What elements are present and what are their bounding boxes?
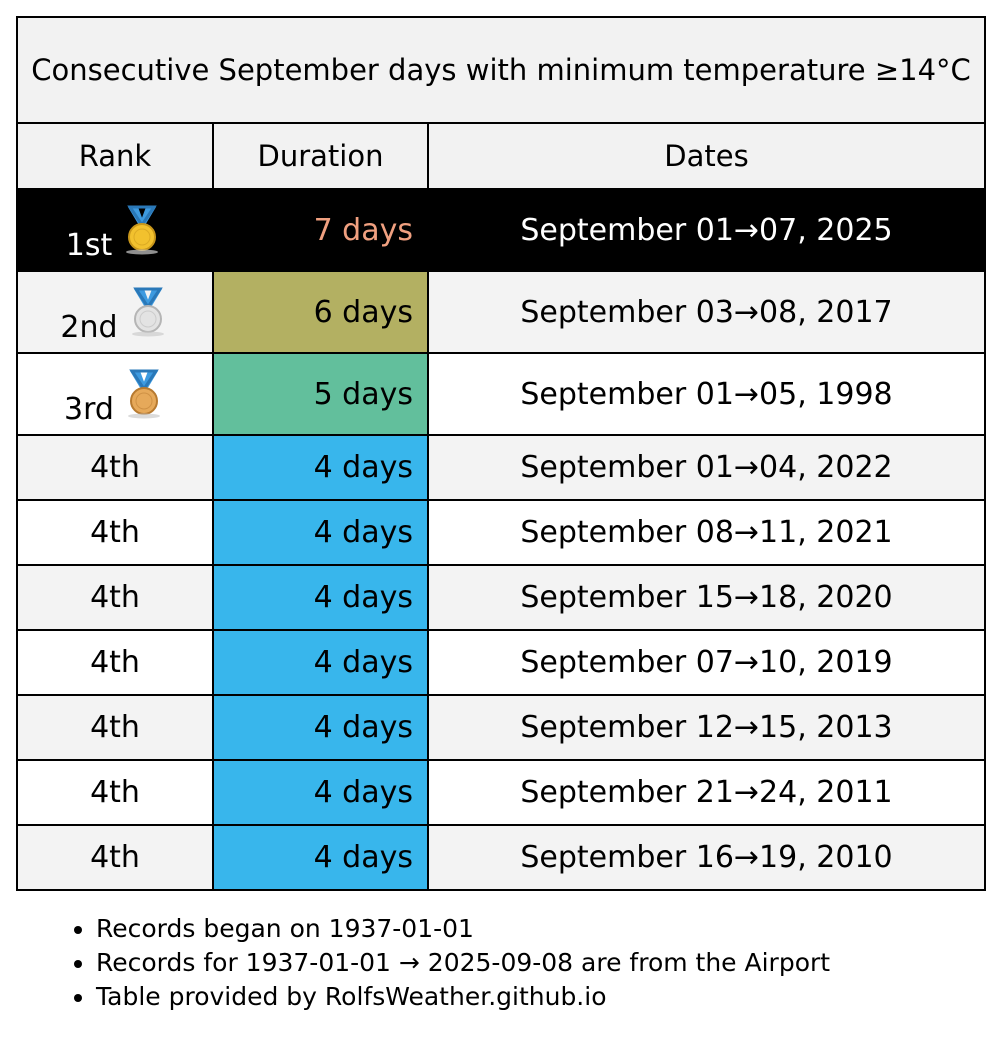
rank-cell <box>17 353 213 435</box>
duration-cell: 4 days <box>213 695 428 760</box>
header-rank: Rank <box>17 123 213 189</box>
rank-cell <box>17 630 213 695</box>
rank-cell <box>17 189 213 271</box>
rank-cell <box>17 500 213 565</box>
silver-medal-icon <box>126 287 170 337</box>
dates-cell: September 15→18, 2020 <box>428 565 985 630</box>
table-row <box>17 271 985 353</box>
rank-label: 4th <box>90 645 140 680</box>
duration-cell: 4 days <box>213 565 428 630</box>
rank-label: 3rd <box>64 392 114 427</box>
record-table <box>16 16 986 891</box>
rank-label: 4th <box>90 710 140 745</box>
rank-cell <box>17 565 213 630</box>
header-duration: Duration <box>213 123 428 189</box>
table-row <box>17 760 985 825</box>
rank-label: 4th <box>90 580 140 615</box>
rank-cell <box>17 760 213 825</box>
dates-cell: September 12→15, 2013 <box>428 695 985 760</box>
rank-label: 4th <box>90 450 140 485</box>
table-row <box>17 825 985 890</box>
rank-label: 4th <box>90 840 140 875</box>
duration-cell: 6 days <box>213 271 428 353</box>
duration-cell: 4 days <box>213 500 428 565</box>
note-item: • Records for 1937-01-01 → 2025-09-08 are from the Airport <box>96 946 830 980</box>
table-row <box>17 189 985 271</box>
rank-label: 2nd <box>60 310 118 345</box>
rank-cell <box>17 271 213 353</box>
dates-cell: September 03→08, 2017 <box>428 271 985 353</box>
table-row <box>17 435 985 500</box>
dates-cell: September 21→24, 2011 <box>428 760 985 825</box>
duration-cell: 7 days <box>213 189 428 271</box>
table-row <box>17 500 985 565</box>
rank-label: 4th <box>90 775 140 810</box>
dates-cell: September 16→19, 2010 <box>428 825 985 890</box>
dates-cell: September 08→11, 2021 <box>428 500 985 565</box>
dates-cell: September 01→07, 2025 <box>428 189 985 271</box>
duration-cell: 4 days <box>213 825 428 890</box>
header-dates: Dates <box>428 123 985 189</box>
notes-list <box>66 912 830 1014</box>
table-row <box>17 565 985 630</box>
rank-cell <box>17 695 213 760</box>
table-row <box>17 695 985 760</box>
note-item: • Records began on 1937-01-01 <box>96 912 830 946</box>
table-title: Consecutive September days with minimum temperature ≥14°C <box>17 17 985 123</box>
bronze-medal-icon <box>122 369 166 419</box>
gold-medal-icon <box>120 205 164 255</box>
note-item: • Table provided by RolfsWeather.github.io <box>96 980 830 1014</box>
rank-cell <box>17 825 213 890</box>
table-row <box>17 630 985 695</box>
dates-cell: September 01→05, 1998 <box>428 353 985 435</box>
duration-cell: 4 days <box>213 630 428 695</box>
dates-cell: September 07→10, 2019 <box>428 630 985 695</box>
duration-cell: 5 days <box>213 353 428 435</box>
duration-cell: 4 days <box>213 760 428 825</box>
rank-label: 1st <box>65 228 113 263</box>
duration-cell: 4 days <box>213 435 428 500</box>
table-row <box>17 353 985 435</box>
dates-cell: September 01→04, 2022 <box>428 435 985 500</box>
rank-cell <box>17 435 213 500</box>
table-body <box>17 189 985 890</box>
rank-label: 4th <box>90 515 140 550</box>
